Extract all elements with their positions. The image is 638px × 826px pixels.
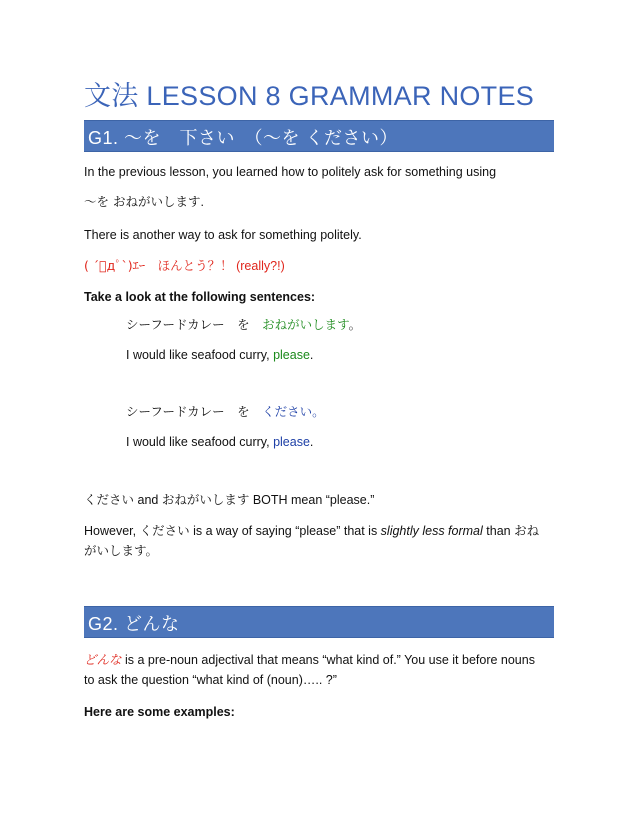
intro-phrase-end: . <box>200 195 204 209</box>
example-2-period: 。 <box>312 404 325 419</box>
example-2-verb: ください <box>262 404 313 419</box>
section-heading-g1: G1. ～を 下さい （～を ください） <box>84 120 554 152</box>
donna-line-1-rest: is a pre-noun adjectival that means “what kind of.” You use it before nouns <box>121 653 535 667</box>
example-2-english <box>126 434 313 450</box>
however-jp: ください <box>139 523 190 538</box>
both-and: and <box>134 493 162 507</box>
example-2-please: please <box>273 435 310 449</box>
intro-phrase-jp: ～を おねがいします <box>84 194 201 209</box>
example-1-english <box>126 347 313 363</box>
intro-phrase <box>84 194 204 210</box>
reaction-english: (really?!) <box>236 259 285 273</box>
however-than: than <box>482 524 515 538</box>
however-mid: is a way of saying “please” that is <box>189 524 381 538</box>
however-jp2a: おね <box>514 523 540 538</box>
reaction-face: ( ´ﾟдﾟ`)ｴｰ ほんとう？！ <box>84 258 233 273</box>
donna-line-1 <box>84 652 535 668</box>
section-heading-g2: G2. どんな <box>84 606 554 638</box>
examples-heading: Here are some examples: <box>84 705 235 719</box>
example-1-english-start: I would like seafood curry, <box>126 348 274 362</box>
example-1-verb: おねがいします <box>262 317 349 332</box>
intro-text: In the previous lesson, you learned how to politely ask for something using <box>84 165 497 179</box>
example-2-english-end: . <box>309 435 314 449</box>
example-2-noun: シーフードカレー を <box>126 404 263 419</box>
however-line-1 <box>84 523 539 539</box>
reaction-line <box>84 258 285 274</box>
example-2-japanese <box>126 404 325 420</box>
example-1-period: 。 <box>348 317 362 332</box>
page-title: 文法 LESSON 8 GRAMMAR NOTES <box>84 81 535 111</box>
example-1-please: please <box>273 348 310 362</box>
another-way-text: There is another way to ask for something politely. <box>84 228 362 242</box>
example-1-english-end: . <box>309 348 314 362</box>
instruction-heading: Take a look at the following sentences: <box>84 290 316 304</box>
both-end: BOTH mean “please.” <box>249 493 375 507</box>
example-2-english-start: I would like seafood curry, <box>126 435 274 449</box>
both-mean-text <box>84 492 374 508</box>
however-start: However, <box>84 524 140 538</box>
however-jp2b: がいします。 <box>84 543 159 558</box>
example-1-japanese <box>126 317 361 333</box>
however-italic: slightly less formal <box>380 524 483 538</box>
example-1-noun: シーフードカレー を <box>126 317 263 332</box>
both-jp-onegaishimasu: おねがいします <box>161 492 250 507</box>
donna-line-2: to ask the question “what kind of (noun)….. ?” <box>84 673 337 687</box>
both-jp-kudasai: ください <box>84 492 135 507</box>
however-line-2 <box>84 543 158 559</box>
donna-word: どんな <box>84 652 122 667</box>
